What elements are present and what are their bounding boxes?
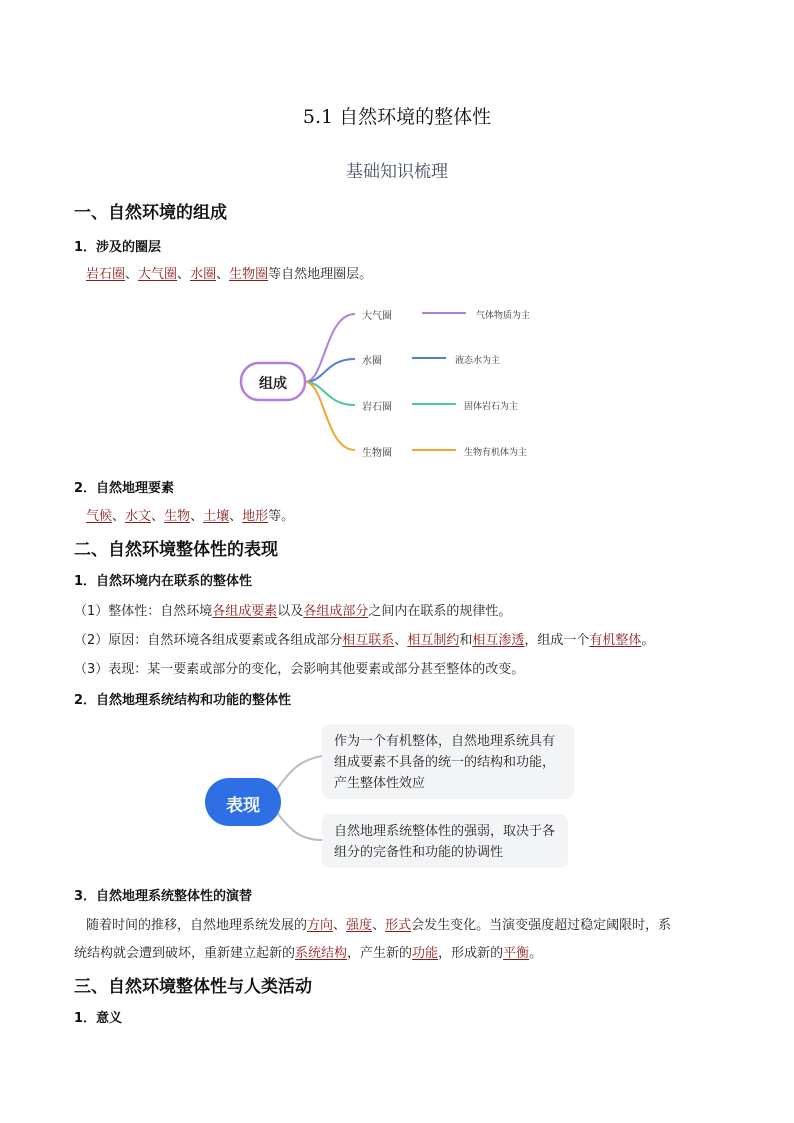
line-tail: 等。 xyxy=(268,509,295,524)
keyword: 方向 xyxy=(307,918,334,933)
text: 统结构就会遭到破坏，重新建立起新的 xyxy=(74,946,296,961)
expression-mindmap xyxy=(200,720,330,850)
keyword: 有机整体 xyxy=(589,633,642,648)
text: 之间内在联系的规律性。 xyxy=(368,604,512,619)
separator: 、 xyxy=(216,267,230,282)
subheading-structure-function: 2．自然地理系统结构和功能的整体性 xyxy=(74,693,292,708)
expression-card-2: 自然地理系统整体性的强弱，取决于各组分的完备性和功能的协调性 xyxy=(322,814,568,868)
point-1 xyxy=(74,600,511,619)
keyword: 气候 xyxy=(86,509,113,524)
text: 。 xyxy=(529,946,543,961)
branch-line-top xyxy=(275,756,322,792)
keyword: 生物 xyxy=(164,509,191,524)
separator: 、 xyxy=(190,509,204,524)
separator: 、 xyxy=(372,918,386,933)
subheading-significance: 1．意义 xyxy=(74,1011,123,1026)
keyword: 水圈 xyxy=(190,267,217,282)
spheres-line xyxy=(86,263,372,282)
branch-line-atmosphere xyxy=(305,314,355,382)
page-subtitle: 基础知识梳理 xyxy=(346,162,448,182)
section-heading-2: 二、自然环境整体性的表现 xyxy=(74,540,278,560)
keyword: 水文 xyxy=(125,509,152,524)
text: 以及 xyxy=(277,604,304,619)
text: 和 xyxy=(459,633,473,648)
keyword: 功能 xyxy=(412,946,439,961)
keyword: 各组成部分 xyxy=(303,604,369,619)
separator: 、 xyxy=(229,509,243,524)
text: ，组成一个 xyxy=(524,633,590,648)
separator: 、 xyxy=(177,267,191,282)
succession-line-2 xyxy=(74,942,542,961)
expression-center-label: 表现 xyxy=(226,796,260,816)
leaf-label-biosphere: 生物有机体为主 xyxy=(464,448,528,458)
elements-line xyxy=(86,505,294,524)
keyword: 平衡 xyxy=(503,946,530,961)
keyword: 强度 xyxy=(346,918,373,933)
keyword: 大气圈 xyxy=(138,267,178,282)
branch-label-hydrosphere: 水圈 xyxy=(362,356,382,367)
subheading-internal-link: 1．自然环境内在联系的整体性 xyxy=(74,574,253,589)
keyword: 系统结构 xyxy=(295,946,348,961)
separator: 、 xyxy=(125,267,139,282)
leaf-label-atmosphere: 气体物质为主 xyxy=(476,311,531,321)
keyword: 生物圈 xyxy=(229,267,269,282)
line-tail: 等自然地理圈层。 xyxy=(268,267,373,282)
branch-label-atmosphere: 大气圈 xyxy=(362,311,392,322)
branch-line-biosphere xyxy=(305,382,355,450)
separator: 、 xyxy=(333,918,347,933)
text: 、 xyxy=(394,633,408,648)
subheading-spheres: 1．涉及的圈层 xyxy=(74,240,162,255)
keyword: 土壤 xyxy=(203,509,230,524)
page-title: 5.1 自然环境的整体性 xyxy=(302,106,492,128)
branch-label-biosphere: 生物圈 xyxy=(362,448,392,459)
center-node-label: 组成 xyxy=(259,376,287,392)
leaf-label-hydrosphere: 液态水为主 xyxy=(455,356,501,366)
keyword: 地形 xyxy=(242,509,269,524)
text: ，产生新的 xyxy=(347,946,413,961)
keyword: 相互制约 xyxy=(407,633,460,648)
keyword: 相互联系 xyxy=(342,633,395,648)
leaf-label-lithosphere: 固体岩石为主 xyxy=(464,402,519,412)
text: 随着时间的推移，自然地理系统发展的 xyxy=(86,918,308,933)
keyword: 相互渗透 xyxy=(472,633,525,648)
keyword: 形式 xyxy=(385,918,412,933)
point-2 xyxy=(74,629,654,648)
section-heading-3: 三、自然环境整体性与人类活动 xyxy=(74,977,312,997)
text: （2）原因：自然环境各组成要素或各组成部分 xyxy=(74,633,343,648)
section-heading-1: 一、自然环境的组成 xyxy=(74,203,227,223)
keyword: 各组成要素 xyxy=(212,604,278,619)
branch-label-lithosphere: 岩石圈 xyxy=(362,402,392,413)
keyword: 岩石圈 xyxy=(86,267,126,282)
succession-line-1 xyxy=(86,914,671,933)
separator: 、 xyxy=(112,509,126,524)
expression-card-1: 作为一个有机整体，自然地理系统具有组成要素不具备的统一的结构和功能，产生整体性效应 xyxy=(322,724,574,799)
subheading-succession: 3．自然地理系统整体性的演替 xyxy=(74,889,253,904)
text: 会发生变化。当演变强度超过稳定阈限时，系 xyxy=(411,918,672,933)
text: （1）整体性：自然环境 xyxy=(74,604,213,619)
text: ，形成新的 xyxy=(438,946,504,961)
subheading-elements: 2．自然地理要素 xyxy=(74,481,175,496)
point-3: （3）表现：某一要素或部分的变化，会影响其他要素或部分甚至整体的改变。 xyxy=(74,662,525,677)
separator: 、 xyxy=(151,509,165,524)
text: 。 xyxy=(641,633,655,648)
branch-line-bottom xyxy=(275,810,322,840)
